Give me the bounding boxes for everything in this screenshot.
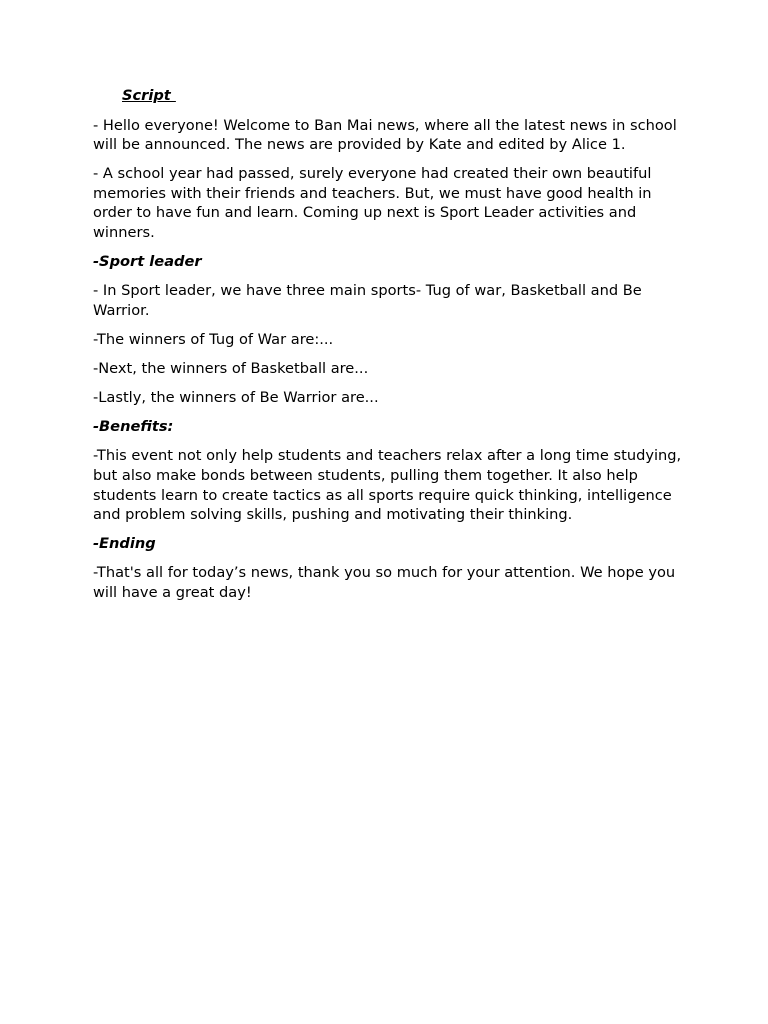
paragraph-school-year: - A school year had passed, surely everyone had created their own beautiful memories with their friends and teachers. But, we must have good health in order to have fun and learn. Coming up next is Sport Leader activities and winners. bbox=[93, 165, 652, 242]
document-title: Script bbox=[122, 87, 176, 104]
paragraph-basketball: -Next, the winners of Basketball are... bbox=[93, 360, 369, 378]
paragraph-intro: - Hello everyone! Welcome to Ban Mai news, where all the latest news in school will be announced. The news are provided by Kate and edited by Alice 1. bbox=[93, 116, 677, 154]
heading-ending: -Ending bbox=[93, 535, 156, 553]
paragraph-tug-of-war: -The winners of Tug of War are:... bbox=[93, 330, 334, 348]
paragraph-sports: - In Sport leader, we have three main sports- Tug of war, Basketball and Be Warrior. bbox=[93, 282, 642, 319]
paragraph-benefits: -This event not only help students and teachers relax after a long time studying, but also make bonds between students, pulling them together. It also help students learn to create tactics as all sports require quick thinking, intelligence and problem solving skills, pushing and motivating their thinking. bbox=[93, 447, 682, 524]
paragraph-ending: -That's all for today’s news, thank you so much for your attention. We hope you will have a great day! bbox=[93, 564, 676, 601]
paragraph-be-warrior: -Lastly, the winners of Be Warrior are... bbox=[93, 389, 379, 407]
heading-benefits: -Benefits: bbox=[93, 418, 174, 436]
heading-sport-leader: -Sport leader bbox=[93, 253, 202, 271]
document-page bbox=[93, 86, 683, 612]
